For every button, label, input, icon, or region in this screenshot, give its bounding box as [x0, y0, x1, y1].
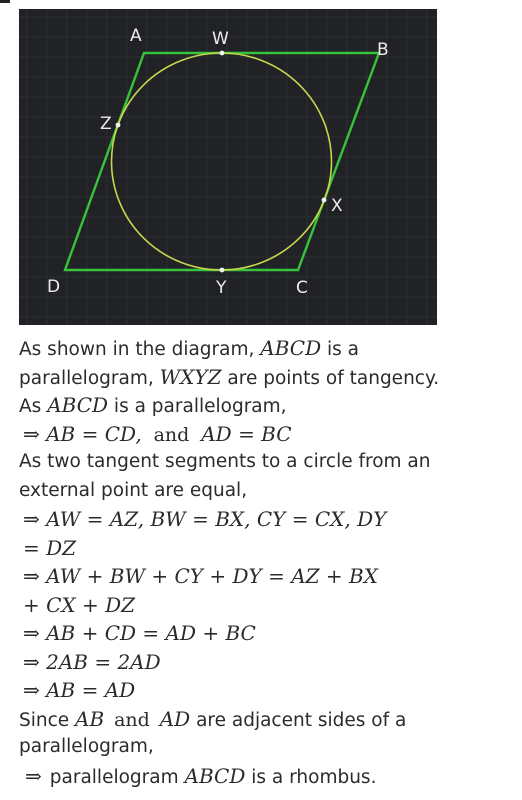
text-run: are adjacent sides of a	[190, 709, 407, 731]
solution-text	[19, 334, 515, 790]
text-run: parallelogram	[49, 766, 185, 788]
tangent-point-w	[220, 51, 225, 56]
solution-line-14	[19, 705, 515, 734]
vertex-label-c: C	[296, 278, 308, 298]
math-expression: WXYZ	[159, 364, 222, 389]
solution-line-11	[19, 619, 515, 648]
math-expression: ⇒ AB + CD = AD + BC	[23, 621, 256, 645]
cropped-text-fragment	[0, 0, 10, 3]
math-text-and: and	[114, 708, 150, 731]
math-expression: ABCD	[260, 336, 322, 360]
tangent-point-z	[116, 123, 121, 128]
text-run: Since	[19, 709, 76, 731]
text-run: As two tangent segments to a circle from an	[19, 451, 431, 472]
text-run: parallelogram,	[19, 736, 154, 757]
vertex-label-d: D	[47, 277, 61, 297]
implies-arrow: ⇒	[25, 763, 42, 788]
math-expression: = DZ	[23, 535, 77, 560]
text-run: As shown in the diagram,	[19, 339, 261, 360]
text-run: is a	[321, 339, 360, 360]
math-expression: ⇒ AW = AZ, BW = BX, CY = CX, DY	[23, 507, 387, 531]
solution-line-2	[19, 363, 515, 392]
solution-line-7	[19, 505, 515, 534]
math-expression: AB	[75, 706, 105, 731]
text-run: parallelogram,	[19, 367, 160, 389]
text-run: is a parallelogram,	[108, 396, 287, 417]
top-band	[0, 0, 522, 6]
math-expression: ⇒ AW + BW + CY + DY = AZ + BX	[23, 564, 378, 588]
text-run: are points of tangency.	[221, 367, 440, 389]
solution-line-15	[19, 733, 515, 762]
math-expression: + CX + DZ	[23, 592, 136, 617]
solution-line-4	[19, 420, 515, 449]
text-run: As	[19, 396, 48, 417]
figure-background	[19, 9, 437, 325]
tangent-point-y	[220, 268, 225, 273]
solution-line-1	[19, 334, 515, 363]
math-expression: ⇒ AB = AD	[23, 678, 136, 702]
solution-line-16	[19, 762, 515, 791]
vertex-label-b: B	[377, 40, 389, 60]
math-expression: AD = BC	[201, 421, 292, 446]
tangent-parallelogram-figure	[19, 9, 437, 325]
math-expression: AD	[159, 706, 191, 731]
solution-line-8	[19, 534, 515, 563]
tangent-label-z: Z	[100, 114, 112, 134]
text-run: is a rhombus.	[245, 766, 377, 788]
figure-canvas	[19, 9, 437, 325]
math-text-and: and	[153, 423, 190, 446]
solution-line-9	[19, 562, 515, 591]
math-expression: ABCD	[184, 763, 246, 788]
solution-line-5	[19, 448, 515, 477]
text-run: external point are equal,	[19, 479, 248, 501]
math-expression: ABCD	[47, 393, 109, 417]
solution-line-13	[19, 676, 515, 705]
tangent-label-x: X	[331, 196, 343, 216]
solution-line-3	[19, 391, 515, 420]
tangent-label-y: Y	[216, 278, 227, 298]
math-expression: ⇒ 2AB = 2AD	[23, 649, 161, 674]
vertex-label-a: A	[130, 26, 142, 46]
solution-line-10	[19, 591, 515, 620]
tangent-label-w: W	[212, 29, 229, 49]
math-expression: ⇒ AB = CD,	[23, 421, 142, 446]
solution-line-12	[19, 648, 515, 677]
tangent-point-x	[322, 198, 327, 203]
solution-line-6	[19, 477, 515, 506]
